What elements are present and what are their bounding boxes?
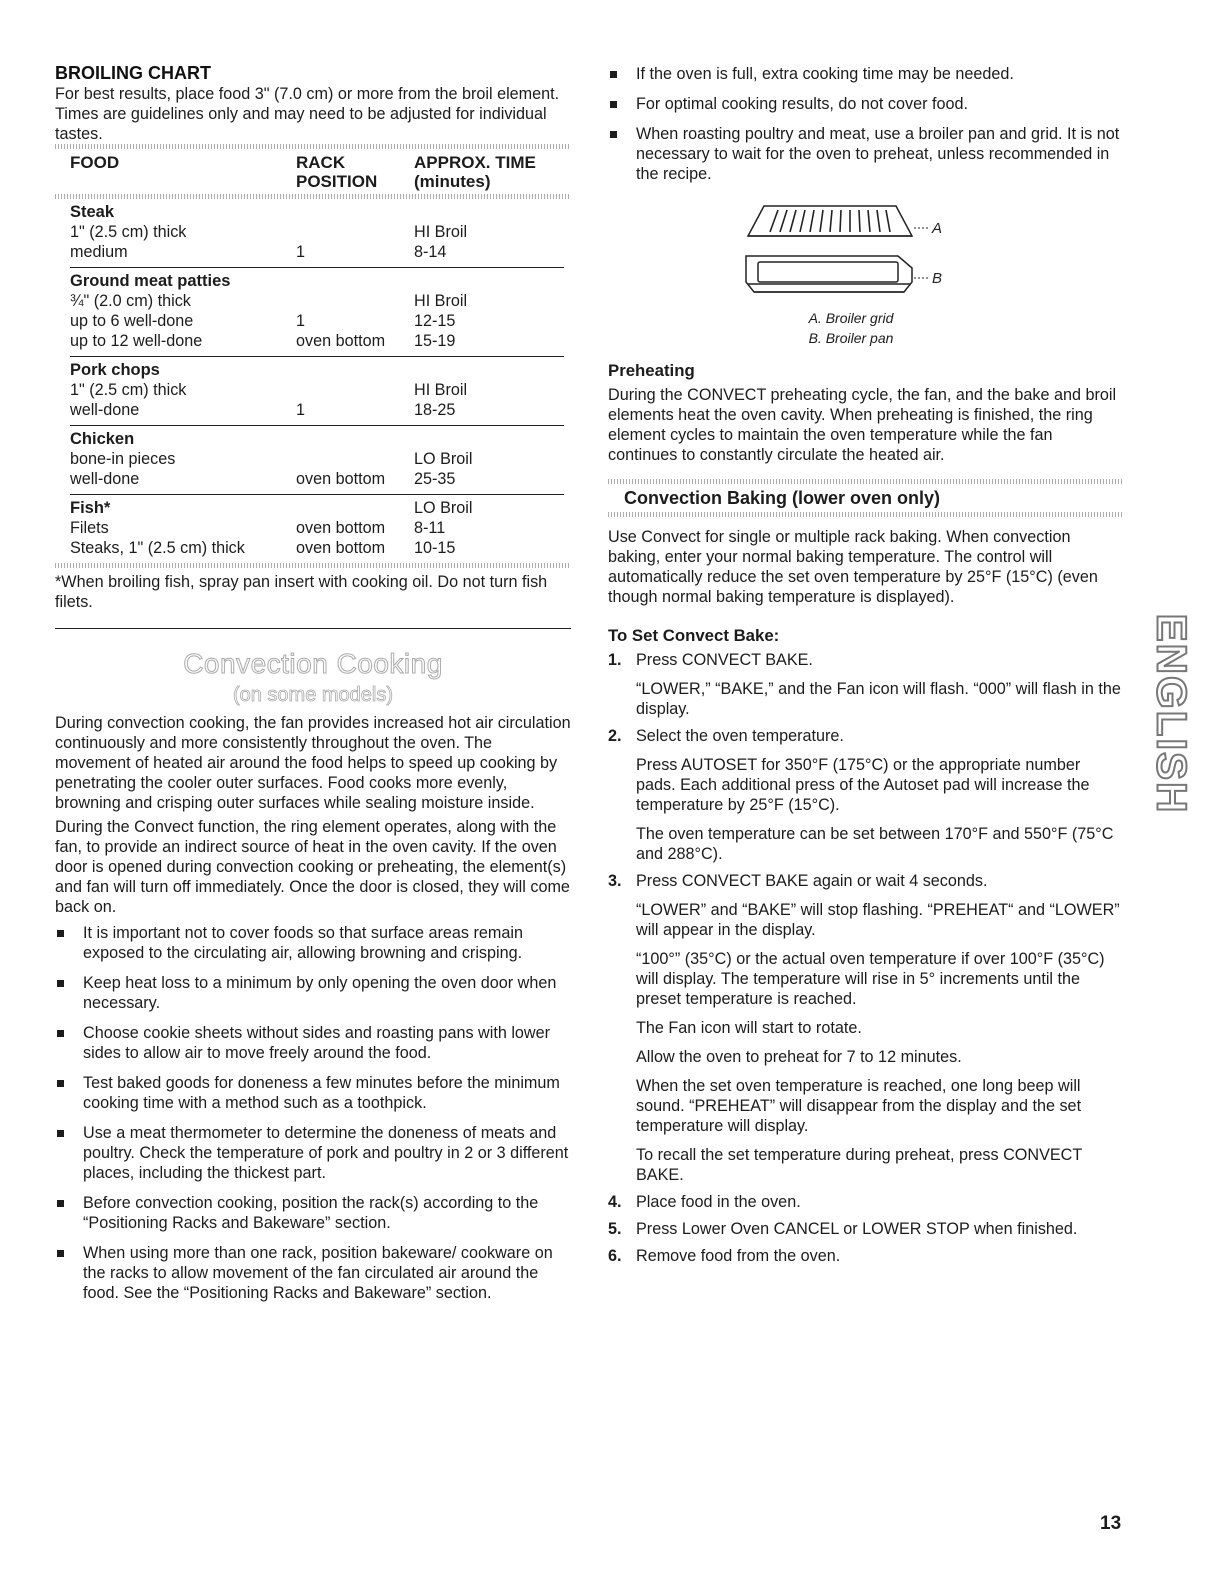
broiling-table [70, 149, 564, 194]
list-item: When roasting poultry and meat, use a broiler pan and grid. It is not necessary to wait for the oven to preheat, unless recommended in the recipe. [608, 124, 1123, 184]
table-header-divider [55, 194, 571, 199]
table-row: well-done 1 18-25 [70, 401, 456, 419]
step-item: 6. Remove food from the oven. [608, 1247, 841, 1265]
list-item: If the oven is full, extra cooking time may be needed. [608, 64, 1123, 84]
language-label: ENGLISH [1148, 613, 1195, 815]
caption-b: B. Broiler pan [808, 330, 894, 346]
table-group-fish [70, 495, 564, 563]
header-time: APPROX. TIME (minutes) [414, 153, 536, 191]
set-convect-bake-title: To Set Convect Bake: [608, 626, 780, 645]
broiling-intro: For best results, place food 3" (7.0 cm) or more from the broil element. Times are guidelines only and may need to be adjusted for individual tastes. [55, 85, 560, 143]
step-item: 3. Press CONVECT BAKE again or wait 4 seconds. “LOWER” and “BAKE” will stop flashing. “PREHEAT“ and “LOWER” will appear in the display. “100°” (35°C) or the actual oven temperature if over 100°F (35°C) will display. The temperature will rise in 5° increments until the preset temperature is reached. The Fan icon will start to rotate. Allow the oven to preheat for 7 to 12 minutes. When the set oven temperature is reached, one long beep will sound. “PREHEAT” will disappear from the display and the set temperature will display. To recall the set temperature during preheat, press CONVECT BAKE. [608, 872, 1120, 1184]
header-rack: RACK POSITION [296, 153, 378, 191]
table-row: Filets oven bottom 8-11 [70, 519, 446, 537]
list-item: Use a meat thermometer to determine the doneness of meats and poultry. Check the temperature of pork and poultry in 2 or 3 different places, including the thickest part. [55, 1123, 571, 1183]
convection-cooking-subtitle: (on some models) [232, 684, 394, 706]
left-column [55, 62, 571, 1313]
broiling-chart-title: BROILING CHART [55, 63, 211, 83]
label-b: B [932, 270, 943, 287]
convect-bake-steps [608, 650, 1123, 1266]
table-row: up to 6 well-done 1 12-15 [70, 312, 456, 330]
table-row: up to 12 well-done oven bottom 15-19 [70, 332, 456, 350]
right-column [608, 62, 1123, 1266]
broiling-footnote: *When broiling fish, spray pan insert with cooking oil. Do not turn fish filets. [55, 573, 548, 611]
group-title: Fish* LO Broil [70, 499, 473, 517]
table-row: medium 1 8-14 [70, 243, 447, 261]
page-number: 13 [1100, 1513, 1122, 1534]
table-row: 1" (2.5 cm) thick HI Broil [70, 223, 468, 241]
table-row: Steaks, 1" (2.5 cm) thick oven bottom 10-15 [70, 539, 456, 557]
table-row: well-done oven bottom 25-35 [70, 470, 456, 488]
convection-cooking-title: Convection Cooking [183, 648, 443, 679]
step-item: 5. Press Lower Oven CANCEL or LOWER STOP when finished. [608, 1220, 1078, 1238]
broiler-figure [736, 198, 1006, 348]
preheating-text: During the CONVECT preheating cycle, the fan, and the bake and broil elements heat the oven cavity. When preheating is finished, the ring element cycles to maintain the oven temperature while the fan continues to constantly circulate the heated air. [608, 386, 1117, 464]
table-row: 1" (2.5 cm) thick HI Broil [70, 381, 468, 399]
list-item: It is important not to cover foods so that surface areas remain exposed to the circulating air, allowing browning and crisping. [55, 923, 571, 963]
convection-baking-text: Use Convect for single or multiple rack baking. When convection baking, enter your normal baking temperature. The control will automatically reduce the set oven temperature by 25°F (15°C) (even though normal baking temperature is displayed). [608, 528, 1098, 606]
broiler-pan-icon [746, 256, 928, 292]
label-a: A [932, 220, 943, 237]
group-title: Steak [70, 203, 115, 221]
list-item: Test baked goods for doneness a few minutes before the minimum cooking time with a method such as a toothpick. [55, 1073, 571, 1113]
section-divider [55, 628, 571, 629]
list-item: Before convection cooking, position the rack(s) according to the “Positioning Racks and Bakeware” section. [55, 1193, 571, 1233]
list-item: Choose cookie sheets without sides and roasting pans with lower sides to allow air to move freely around the food. [55, 1023, 571, 1063]
table-bottom-divider [55, 563, 571, 568]
group-title: Pork chops [70, 361, 160, 379]
group-title: Ground meat patties [70, 272, 231, 290]
table-group-ground-meat [70, 268, 564, 357]
table-group-chicken [70, 426, 564, 495]
broiling-table-body [70, 199, 564, 563]
broiler-illustration [736, 198, 976, 308]
convection-baking-title: Convection Baking (lower oven only) [624, 488, 941, 508]
convection-baking-heading [608, 479, 1123, 517]
header-food: FOOD [70, 153, 120, 172]
step-item: 1. Press CONVECT BAKE. “LOWER,” “BAKE,” and the Fan icon will flash. “000” will flash in the display. [608, 651, 1121, 718]
list-item: Keep heat loss to a minimum by only opening the oven door when necessary. [55, 973, 571, 1013]
step-item: 4. Place food in the oven. [608, 1193, 801, 1211]
roasting-tips-list [608, 64, 1123, 184]
preheating-title: Preheating [608, 361, 695, 380]
step-item: 2. Select the oven temperature. Press AUTOSET for 350°F (175°C) or the appropriate number pads. Each additional press of the Autoset pad will increase the temperature by 25°F (15°C). The oven temperature can be set between 170°F and 550°F (75°C and 288°C). [608, 727, 1114, 863]
table-header [70, 149, 564, 194]
convection-para-2: During the Convect function, the ring element operates, along with the fan, to provide an indirect source of heat in the oven cavity. If the oven door is opened during convection cooking or preheating, the element(s) and fan will turn off immediately. Once the door is closed, they will come back on. [55, 818, 570, 916]
list-item: When using more than one rack, position bakeware/ cookware on the racks to allow movement of the fan circulated air around the food. See the “Positioning Racks and Bakeware” section. [55, 1243, 571, 1303]
table-group-steak [70, 199, 564, 268]
table-row: bone-in pieces LO Broil [70, 450, 473, 468]
table-row: ¾" (2.0 cm) thick HI Broil [70, 292, 468, 310]
convection-tips-list [55, 923, 571, 1303]
language-side-tab [1147, 567, 1195, 861]
list-item: For optimal cooking results, do not cover food. [608, 94, 1123, 114]
broiler-grid-icon [748, 206, 928, 236]
convection-para-1: During convection cooking, the fan provides increased hot air circulation continuously and more consistently throughout the oven. The movement of heated air around the food helps to speed up cooking by penetrating the cooler outer surfaces. Food cooks more evenly, browning and crisping outer surfaces while sealing moisture inside. [55, 714, 571, 812]
caption-a: A. Broiler grid [808, 310, 894, 326]
figure-caption [716, 308, 986, 348]
table-top-divider [55, 144, 571, 149]
group-title: Chicken [70, 430, 135, 448]
table-group-pork-chops [70, 357, 564, 426]
